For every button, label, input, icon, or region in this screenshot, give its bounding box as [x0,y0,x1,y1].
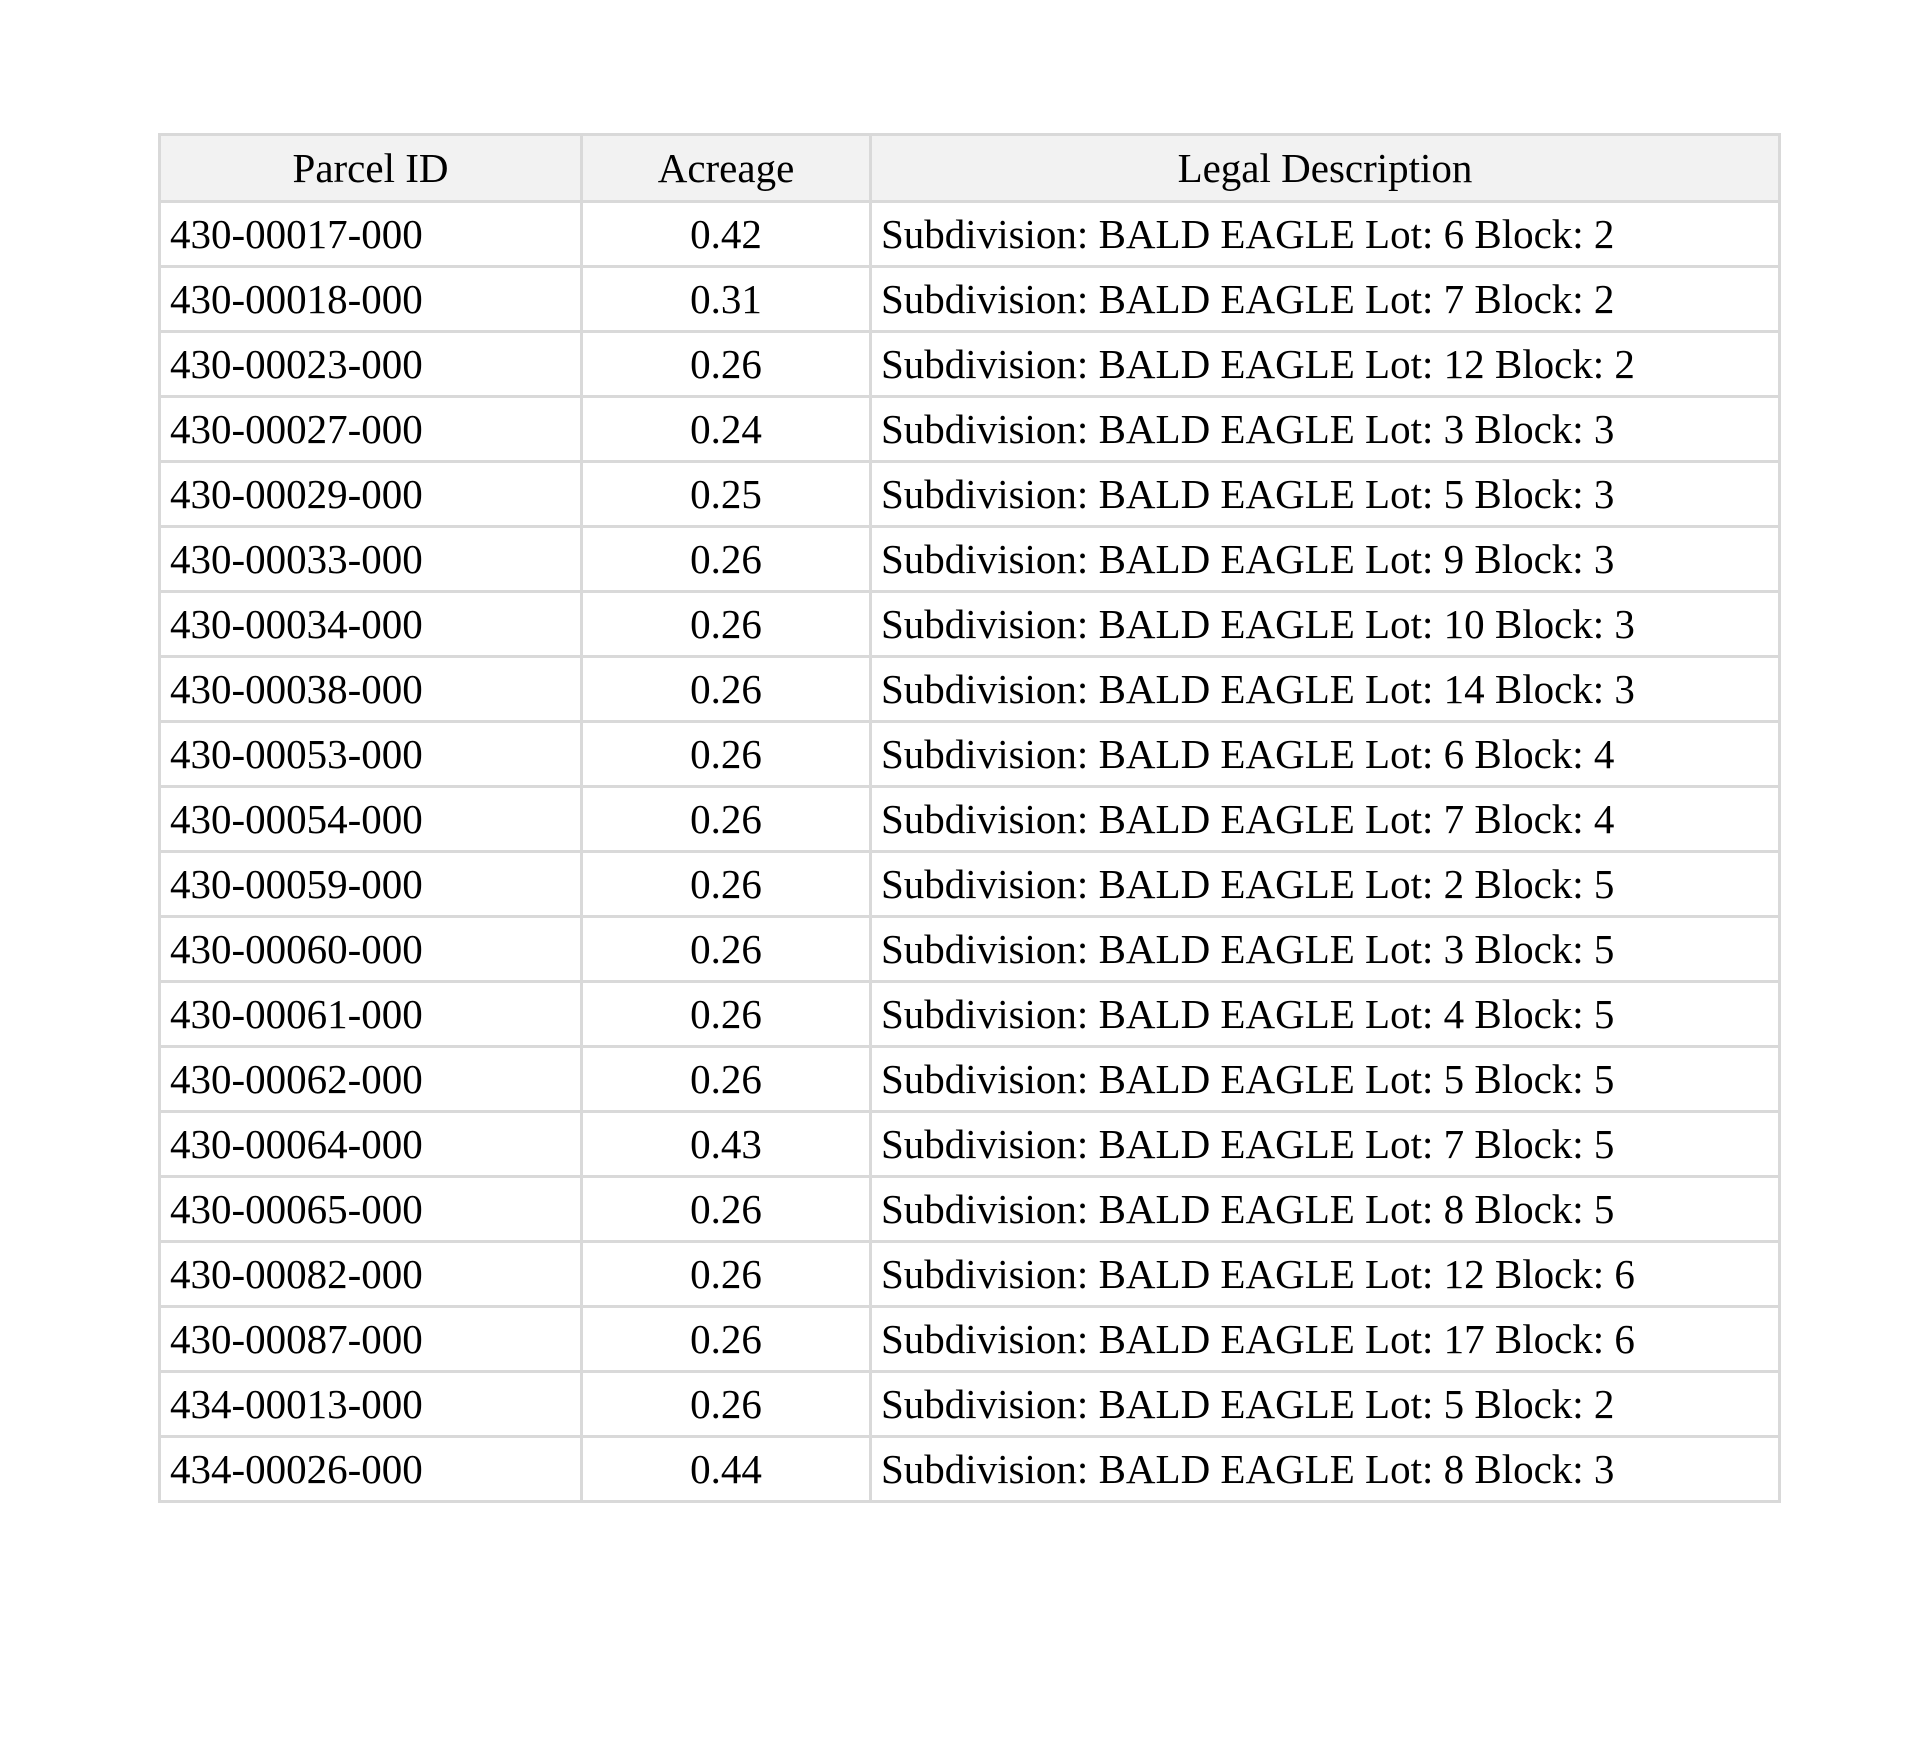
table-row [160,1112,1780,1177]
table-row [160,917,1780,982]
table-row [160,722,1780,787]
table-body [160,202,1780,1502]
table-row [160,267,1780,332]
acreage-cell: 0.44 [582,1437,871,1502]
table-row [160,1242,1780,1307]
legal-description-cell: Subdivision: BALD EAGLE Lot: 12 Block: 6 [871,1242,1780,1307]
header-row [160,135,1780,202]
table-row [160,657,1780,722]
table-row [160,787,1780,852]
parcel-id-cell: 430-00065-000 [160,1177,582,1242]
acreage-cell: 0.26 [582,332,871,397]
acreage-cell: 0.26 [582,592,871,657]
header-acreage: Acreage [582,135,871,202]
table-row [160,1372,1780,1437]
acreage-cell: 0.26 [582,787,871,852]
acreage-cell: 0.26 [582,657,871,722]
acreage-cell: 0.42 [582,202,871,267]
parcel-id-cell: 430-00061-000 [160,982,582,1047]
table-header [160,135,1780,202]
legal-description-cell: Subdivision: BALD EAGLE Lot: 8 Block: 3 [871,1437,1780,1502]
table-row [160,592,1780,657]
acreage-cell: 0.26 [582,852,871,917]
parcel-id-cell: 430-00064-000 [160,1112,582,1177]
legal-description-cell: Subdivision: BALD EAGLE Lot: 10 Block: 3 [871,592,1780,657]
legal-description-cell: Subdivision: BALD EAGLE Lot: 3 Block: 5 [871,917,1780,982]
legal-description-cell: Subdivision: BALD EAGLE Lot: 7 Block: 5 [871,1112,1780,1177]
table-row [160,397,1780,462]
parcel-id-cell: 430-00060-000 [160,917,582,982]
legal-description-cell: Subdivision: BALD EAGLE Lot: 8 Block: 5 [871,1177,1780,1242]
parcel-id-cell: 430-00053-000 [160,722,582,787]
table-row [160,982,1780,1047]
table-row [160,1177,1780,1242]
acreage-cell: 0.26 [582,1307,871,1372]
acreage-cell: 0.31 [582,267,871,332]
legal-description-cell: Subdivision: BALD EAGLE Lot: 4 Block: 5 [871,982,1780,1047]
parcel-id-cell: 430-00027-000 [160,397,582,462]
legal-description-cell: Subdivision: BALD EAGLE Lot: 17 Block: 6 [871,1307,1780,1372]
legal-description-cell: Subdivision: BALD EAGLE Lot: 7 Block: 4 [871,787,1780,852]
acreage-cell: 0.26 [582,1177,871,1242]
legal-description-cell: Subdivision: BALD EAGLE Lot: 7 Block: 2 [871,267,1780,332]
parcel-id-cell: 430-00023-000 [160,332,582,397]
parcel-id-cell: 430-00029-000 [160,462,582,527]
legal-description-cell: Subdivision: BALD EAGLE Lot: 2 Block: 5 [871,852,1780,917]
parcel-id-cell: 430-00059-000 [160,852,582,917]
parcel-id-cell: 430-00033-000 [160,527,582,592]
legal-description-cell: Subdivision: BALD EAGLE Lot: 5 Block: 2 [871,1372,1780,1437]
table-row [160,1437,1780,1502]
acreage-cell: 0.26 [582,1242,871,1307]
legal-description-cell: Subdivision: BALD EAGLE Lot: 12 Block: 2 [871,332,1780,397]
parcel-id-cell: 434-00026-000 [160,1437,582,1502]
acreage-cell: 0.26 [582,982,871,1047]
parcel-id-cell: 430-00018-000 [160,267,582,332]
acreage-cell: 0.26 [582,1047,871,1112]
acreage-cell: 0.25 [582,462,871,527]
parcel-id-cell: 430-00038-000 [160,657,582,722]
parcel-id-cell: 430-00082-000 [160,1242,582,1307]
header-legal-description: Legal Description [871,135,1780,202]
parcel-id-cell: 430-00062-000 [160,1047,582,1112]
parcel-id-cell: 430-00034-000 [160,592,582,657]
parcel-id-cell: 430-00087-000 [160,1307,582,1372]
parcel-id-cell: 434-00013-000 [160,1372,582,1437]
table-row [160,852,1780,917]
legal-description-cell: Subdivision: BALD EAGLE Lot: 9 Block: 3 [871,527,1780,592]
acreage-cell: 0.26 [582,722,871,787]
legal-description-cell: Subdivision: BALD EAGLE Lot: 5 Block: 5 [871,1047,1780,1112]
acreage-cell: 0.24 [582,397,871,462]
parcel-id-cell: 430-00054-000 [160,787,582,852]
legal-description-cell: Subdivision: BALD EAGLE Lot: 5 Block: 3 [871,462,1780,527]
table-row [160,332,1780,397]
table-row [160,202,1780,267]
table-row [160,1047,1780,1112]
legal-description-cell: Subdivision: BALD EAGLE Lot: 6 Block: 2 [871,202,1780,267]
acreage-cell: 0.26 [582,527,871,592]
table-row [160,527,1780,592]
header-parcel-id: Parcel ID [160,135,582,202]
legal-description-cell: Subdivision: BALD EAGLE Lot: 6 Block: 4 [871,722,1780,787]
legal-description-cell: Subdivision: BALD EAGLE Lot: 3 Block: 3 [871,397,1780,462]
acreage-cell: 0.26 [582,917,871,982]
acreage-cell: 0.26 [582,1372,871,1437]
parcel-id-cell: 430-00017-000 [160,202,582,267]
acreage-cell: 0.43 [582,1112,871,1177]
table-row [160,462,1780,527]
table-row [160,1307,1780,1372]
legal-description-cell: Subdivision: BALD EAGLE Lot: 14 Block: 3 [871,657,1780,722]
parcel-table [158,133,1781,1503]
